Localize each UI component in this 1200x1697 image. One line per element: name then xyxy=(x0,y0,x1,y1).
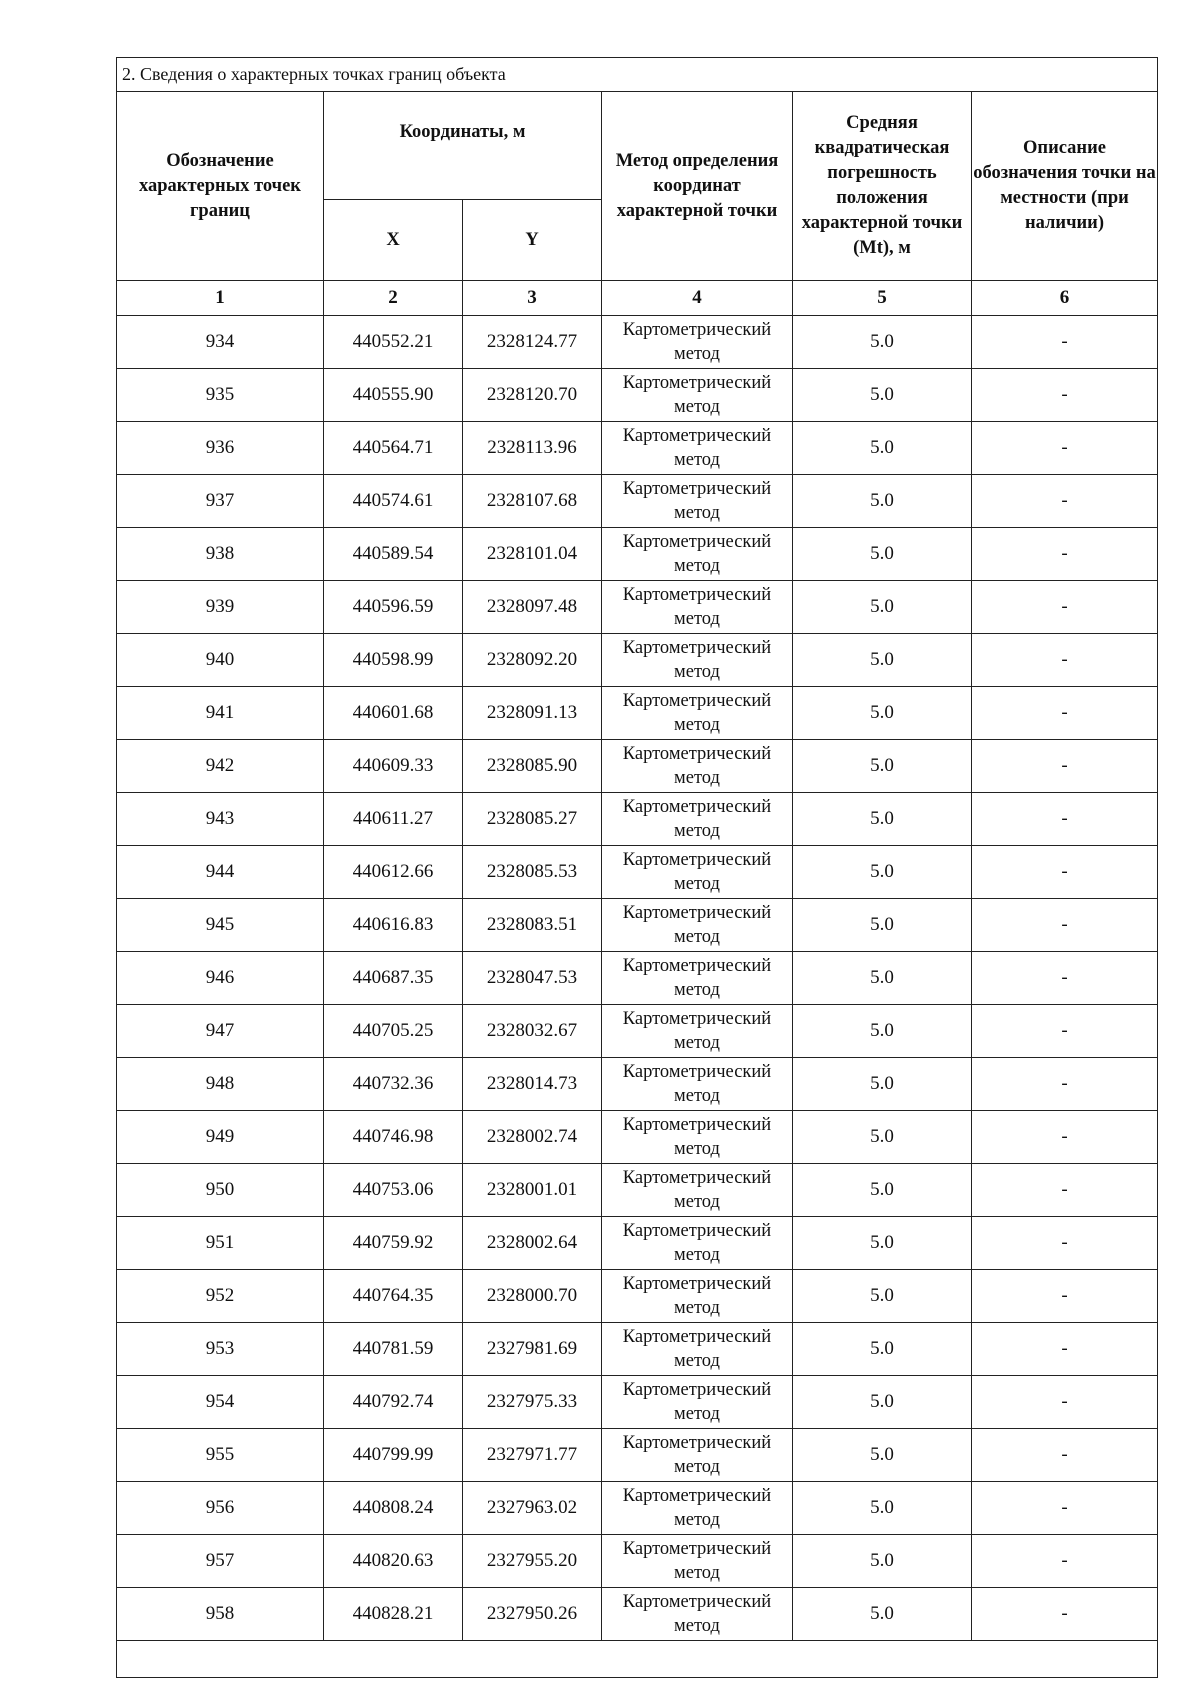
cell-method: Картометрический метод xyxy=(602,899,793,952)
cell-point-id: 948 xyxy=(117,1058,324,1111)
cell-x: 440753.06 xyxy=(324,1164,463,1217)
header-point-designation: Обозначение характерных точек границ xyxy=(117,92,324,281)
cell-mean-error: 5.0 xyxy=(793,1429,972,1482)
cell-mean-error: 5.0 xyxy=(793,1482,972,1535)
cell-x: 440598.99 xyxy=(324,634,463,687)
cell-description: - xyxy=(972,1164,1158,1217)
cell-point-id: 950 xyxy=(117,1164,324,1217)
cell-y: 2328101.04 xyxy=(463,528,602,581)
cell-mean-error: 5.0 xyxy=(793,475,972,528)
cell-x: 440611.27 xyxy=(324,793,463,846)
empty-row xyxy=(117,1641,1158,1678)
cell-y: 2327981.69 xyxy=(463,1323,602,1376)
cell-y: 2327971.77 xyxy=(463,1429,602,1482)
column-number: 4 xyxy=(602,281,793,316)
table-row xyxy=(117,952,1158,1005)
column-number: 6 xyxy=(972,281,1158,316)
header-description: Описание обозначения точки на местности (при наличии) xyxy=(972,92,1158,281)
cell-y: 2328002.64 xyxy=(463,1217,602,1270)
table-row xyxy=(117,1058,1158,1111)
header-coordinates: Координаты, м xyxy=(324,92,602,200)
cell-y: 2328091.13 xyxy=(463,687,602,740)
cell-description: - xyxy=(972,1005,1158,1058)
cell-method: Картометрический метод xyxy=(602,740,793,793)
table-row xyxy=(117,369,1158,422)
cell-description: - xyxy=(972,687,1158,740)
section-title: 2. Сведения о характерных точках границ объекта xyxy=(117,58,1158,92)
cell-x: 440808.24 xyxy=(324,1482,463,1535)
cell-y: 2327950.26 xyxy=(463,1588,602,1641)
cell-point-id: 945 xyxy=(117,899,324,952)
table-row xyxy=(117,581,1158,634)
cell-point-id: 936 xyxy=(117,422,324,475)
cell-point-id: 951 xyxy=(117,1217,324,1270)
cell-method: Картометрический метод xyxy=(602,1058,793,1111)
document-page xyxy=(116,57,1157,1678)
table-row xyxy=(117,422,1158,475)
cell-method: Картометрический метод xyxy=(602,1376,793,1429)
cell-description: - xyxy=(972,1376,1158,1429)
cell-description: - xyxy=(972,422,1158,475)
cell-point-id: 958 xyxy=(117,1588,324,1641)
cell-method: Картометрический метод xyxy=(602,1429,793,1482)
cell-method: Картометрический метод xyxy=(602,1535,793,1588)
cell-method: Картометрический метод xyxy=(602,422,793,475)
cell-mean-error: 5.0 xyxy=(793,899,972,952)
cell-x: 440574.61 xyxy=(324,475,463,528)
cell-description: - xyxy=(972,1058,1158,1111)
cell-y: 2328085.90 xyxy=(463,740,602,793)
boundary-points-table xyxy=(116,57,1158,1678)
cell-x: 440792.74 xyxy=(324,1376,463,1429)
cell-description: - xyxy=(972,316,1158,369)
table-row xyxy=(117,528,1158,581)
cell-point-id: 946 xyxy=(117,952,324,1005)
cell-y: 2328047.53 xyxy=(463,952,602,1005)
cell-point-id: 947 xyxy=(117,1005,324,1058)
cell-mean-error: 5.0 xyxy=(793,1217,972,1270)
cell-x: 440759.92 xyxy=(324,1217,463,1270)
cell-mean-error: 5.0 xyxy=(793,581,972,634)
empty-cell xyxy=(117,1641,1158,1678)
column-numbers-row xyxy=(117,281,1158,316)
cell-x: 440828.21 xyxy=(324,1588,463,1641)
cell-point-id: 954 xyxy=(117,1376,324,1429)
cell-point-id: 941 xyxy=(117,687,324,740)
cell-y: 2328097.48 xyxy=(463,581,602,634)
table-row xyxy=(117,634,1158,687)
cell-description: - xyxy=(972,1535,1158,1588)
cell-mean-error: 5.0 xyxy=(793,528,972,581)
cell-y: 2328120.70 xyxy=(463,369,602,422)
cell-point-id: 957 xyxy=(117,1535,324,1588)
cell-x: 440746.98 xyxy=(324,1111,463,1164)
cell-point-id: 953 xyxy=(117,1323,324,1376)
cell-x: 440705.25 xyxy=(324,1005,463,1058)
cell-y: 2328113.96 xyxy=(463,422,602,475)
cell-method: Картометрический метод xyxy=(602,581,793,634)
cell-mean-error: 5.0 xyxy=(793,740,972,793)
cell-mean-error: 5.0 xyxy=(793,316,972,369)
cell-mean-error: 5.0 xyxy=(793,1535,972,1588)
table-row xyxy=(117,899,1158,952)
cell-x: 440552.21 xyxy=(324,316,463,369)
column-number: 2 xyxy=(324,281,463,316)
table-row xyxy=(117,1588,1158,1641)
cell-point-id: 940 xyxy=(117,634,324,687)
cell-description: - xyxy=(972,634,1158,687)
header-mean-error: Средняя квадратическая погрешность положения характерной точки (Mt), м xyxy=(793,92,972,281)
cell-method: Картометрический метод xyxy=(602,316,793,369)
column-number: 3 xyxy=(463,281,602,316)
column-number: 5 xyxy=(793,281,972,316)
cell-mean-error: 5.0 xyxy=(793,422,972,475)
cell-mean-error: 5.0 xyxy=(793,1588,972,1641)
cell-description: - xyxy=(972,1270,1158,1323)
cell-x: 440601.68 xyxy=(324,687,463,740)
cell-mean-error: 5.0 xyxy=(793,846,972,899)
cell-y: 2328107.68 xyxy=(463,475,602,528)
cell-mean-error: 5.0 xyxy=(793,1111,972,1164)
cell-method: Картометрический метод xyxy=(602,634,793,687)
cell-description: - xyxy=(972,1111,1158,1164)
cell-x: 440589.54 xyxy=(324,528,463,581)
table-row xyxy=(117,740,1158,793)
cell-description: - xyxy=(972,793,1158,846)
cell-method: Картометрический метод xyxy=(602,1482,793,1535)
cell-y: 2328000.70 xyxy=(463,1270,602,1323)
cell-y: 2328124.77 xyxy=(463,316,602,369)
cell-method: Картометрический метод xyxy=(602,369,793,422)
cell-method: Картометрический метод xyxy=(602,793,793,846)
cell-mean-error: 5.0 xyxy=(793,1376,972,1429)
cell-x: 440799.99 xyxy=(324,1429,463,1482)
table-row xyxy=(117,687,1158,740)
cell-description: - xyxy=(972,1429,1158,1482)
cell-mean-error: 5.0 xyxy=(793,369,972,422)
cell-method: Картометрический метод xyxy=(602,846,793,899)
table-row xyxy=(117,1111,1158,1164)
table-row xyxy=(117,846,1158,899)
cell-method: Картометрический метод xyxy=(602,475,793,528)
cell-y: 2328014.73 xyxy=(463,1058,602,1111)
cell-method: Картометрический метод xyxy=(602,1588,793,1641)
table-row xyxy=(117,1535,1158,1588)
cell-y: 2328002.74 xyxy=(463,1111,602,1164)
cell-point-id: 939 xyxy=(117,581,324,634)
cell-point-id: 952 xyxy=(117,1270,324,1323)
cell-description: - xyxy=(972,528,1158,581)
cell-mean-error: 5.0 xyxy=(793,793,972,846)
table-row xyxy=(117,1005,1158,1058)
cell-x: 440781.59 xyxy=(324,1323,463,1376)
cell-description: - xyxy=(972,899,1158,952)
cell-mean-error: 5.0 xyxy=(793,1164,972,1217)
cell-point-id: 938 xyxy=(117,528,324,581)
cell-method: Картометрический метод xyxy=(602,1323,793,1376)
cell-x: 440609.33 xyxy=(324,740,463,793)
cell-x: 440616.83 xyxy=(324,899,463,952)
cell-mean-error: 5.0 xyxy=(793,1323,972,1376)
cell-y: 2327975.33 xyxy=(463,1376,602,1429)
cell-description: - xyxy=(972,952,1158,1005)
cell-x: 440732.36 xyxy=(324,1058,463,1111)
cell-y: 2327963.02 xyxy=(463,1482,602,1535)
cell-mean-error: 5.0 xyxy=(793,952,972,1005)
cell-x: 440687.35 xyxy=(324,952,463,1005)
table-body xyxy=(117,316,1158,1641)
table-row xyxy=(117,1270,1158,1323)
cell-x: 440596.59 xyxy=(324,581,463,634)
table-row xyxy=(117,475,1158,528)
cell-description: - xyxy=(972,1588,1158,1641)
cell-x: 440564.71 xyxy=(324,422,463,475)
header-x: X xyxy=(324,200,463,281)
cell-description: - xyxy=(972,1323,1158,1376)
cell-y: 2328085.27 xyxy=(463,793,602,846)
table-row xyxy=(117,1323,1158,1376)
cell-point-id: 949 xyxy=(117,1111,324,1164)
column-number: 1 xyxy=(117,281,324,316)
table-row xyxy=(117,1429,1158,1482)
cell-point-id: 942 xyxy=(117,740,324,793)
cell-y: 2328001.01 xyxy=(463,1164,602,1217)
table-row xyxy=(117,1482,1158,1535)
cell-description: - xyxy=(972,1482,1158,1535)
cell-method: Картометрический метод xyxy=(602,1270,793,1323)
table-row xyxy=(117,793,1158,846)
cell-description: - xyxy=(972,1217,1158,1270)
cell-method: Картометрический метод xyxy=(602,1217,793,1270)
cell-mean-error: 5.0 xyxy=(793,1005,972,1058)
cell-mean-error: 5.0 xyxy=(793,634,972,687)
cell-x: 440820.63 xyxy=(324,1535,463,1588)
cell-mean-error: 5.0 xyxy=(793,687,972,740)
cell-point-id: 955 xyxy=(117,1429,324,1482)
cell-description: - xyxy=(972,740,1158,793)
cell-point-id: 937 xyxy=(117,475,324,528)
cell-description: - xyxy=(972,846,1158,899)
cell-point-id: 944 xyxy=(117,846,324,899)
cell-method: Картометрический метод xyxy=(602,1164,793,1217)
cell-description: - xyxy=(972,581,1158,634)
cell-x: 440555.90 xyxy=(324,369,463,422)
table-row xyxy=(117,1376,1158,1429)
cell-method: Картометрический метод xyxy=(602,952,793,1005)
cell-mean-error: 5.0 xyxy=(793,1058,972,1111)
header-y: Y xyxy=(463,200,602,281)
cell-method: Картометрический метод xyxy=(602,1005,793,1058)
cell-point-id: 956 xyxy=(117,1482,324,1535)
cell-point-id: 934 xyxy=(117,316,324,369)
cell-description: - xyxy=(972,369,1158,422)
cell-y: 2328032.67 xyxy=(463,1005,602,1058)
cell-y: 2328085.53 xyxy=(463,846,602,899)
cell-description: - xyxy=(972,475,1158,528)
table-row xyxy=(117,316,1158,369)
cell-y: 2328083.51 xyxy=(463,899,602,952)
cell-method: Картометрический метод xyxy=(602,528,793,581)
table-row xyxy=(117,1164,1158,1217)
cell-method: Картометрический метод xyxy=(602,1111,793,1164)
cell-method: Картометрический метод xyxy=(602,687,793,740)
cell-x: 440612.66 xyxy=(324,846,463,899)
cell-x: 440764.35 xyxy=(324,1270,463,1323)
cell-point-id: 935 xyxy=(117,369,324,422)
table-row xyxy=(117,1217,1158,1270)
cell-y: 2327955.20 xyxy=(463,1535,602,1588)
cell-point-id: 943 xyxy=(117,793,324,846)
cell-mean-error: 5.0 xyxy=(793,1270,972,1323)
header-method: Метод определения координат характерной точки xyxy=(602,92,793,281)
cell-y: 2328092.20 xyxy=(463,634,602,687)
